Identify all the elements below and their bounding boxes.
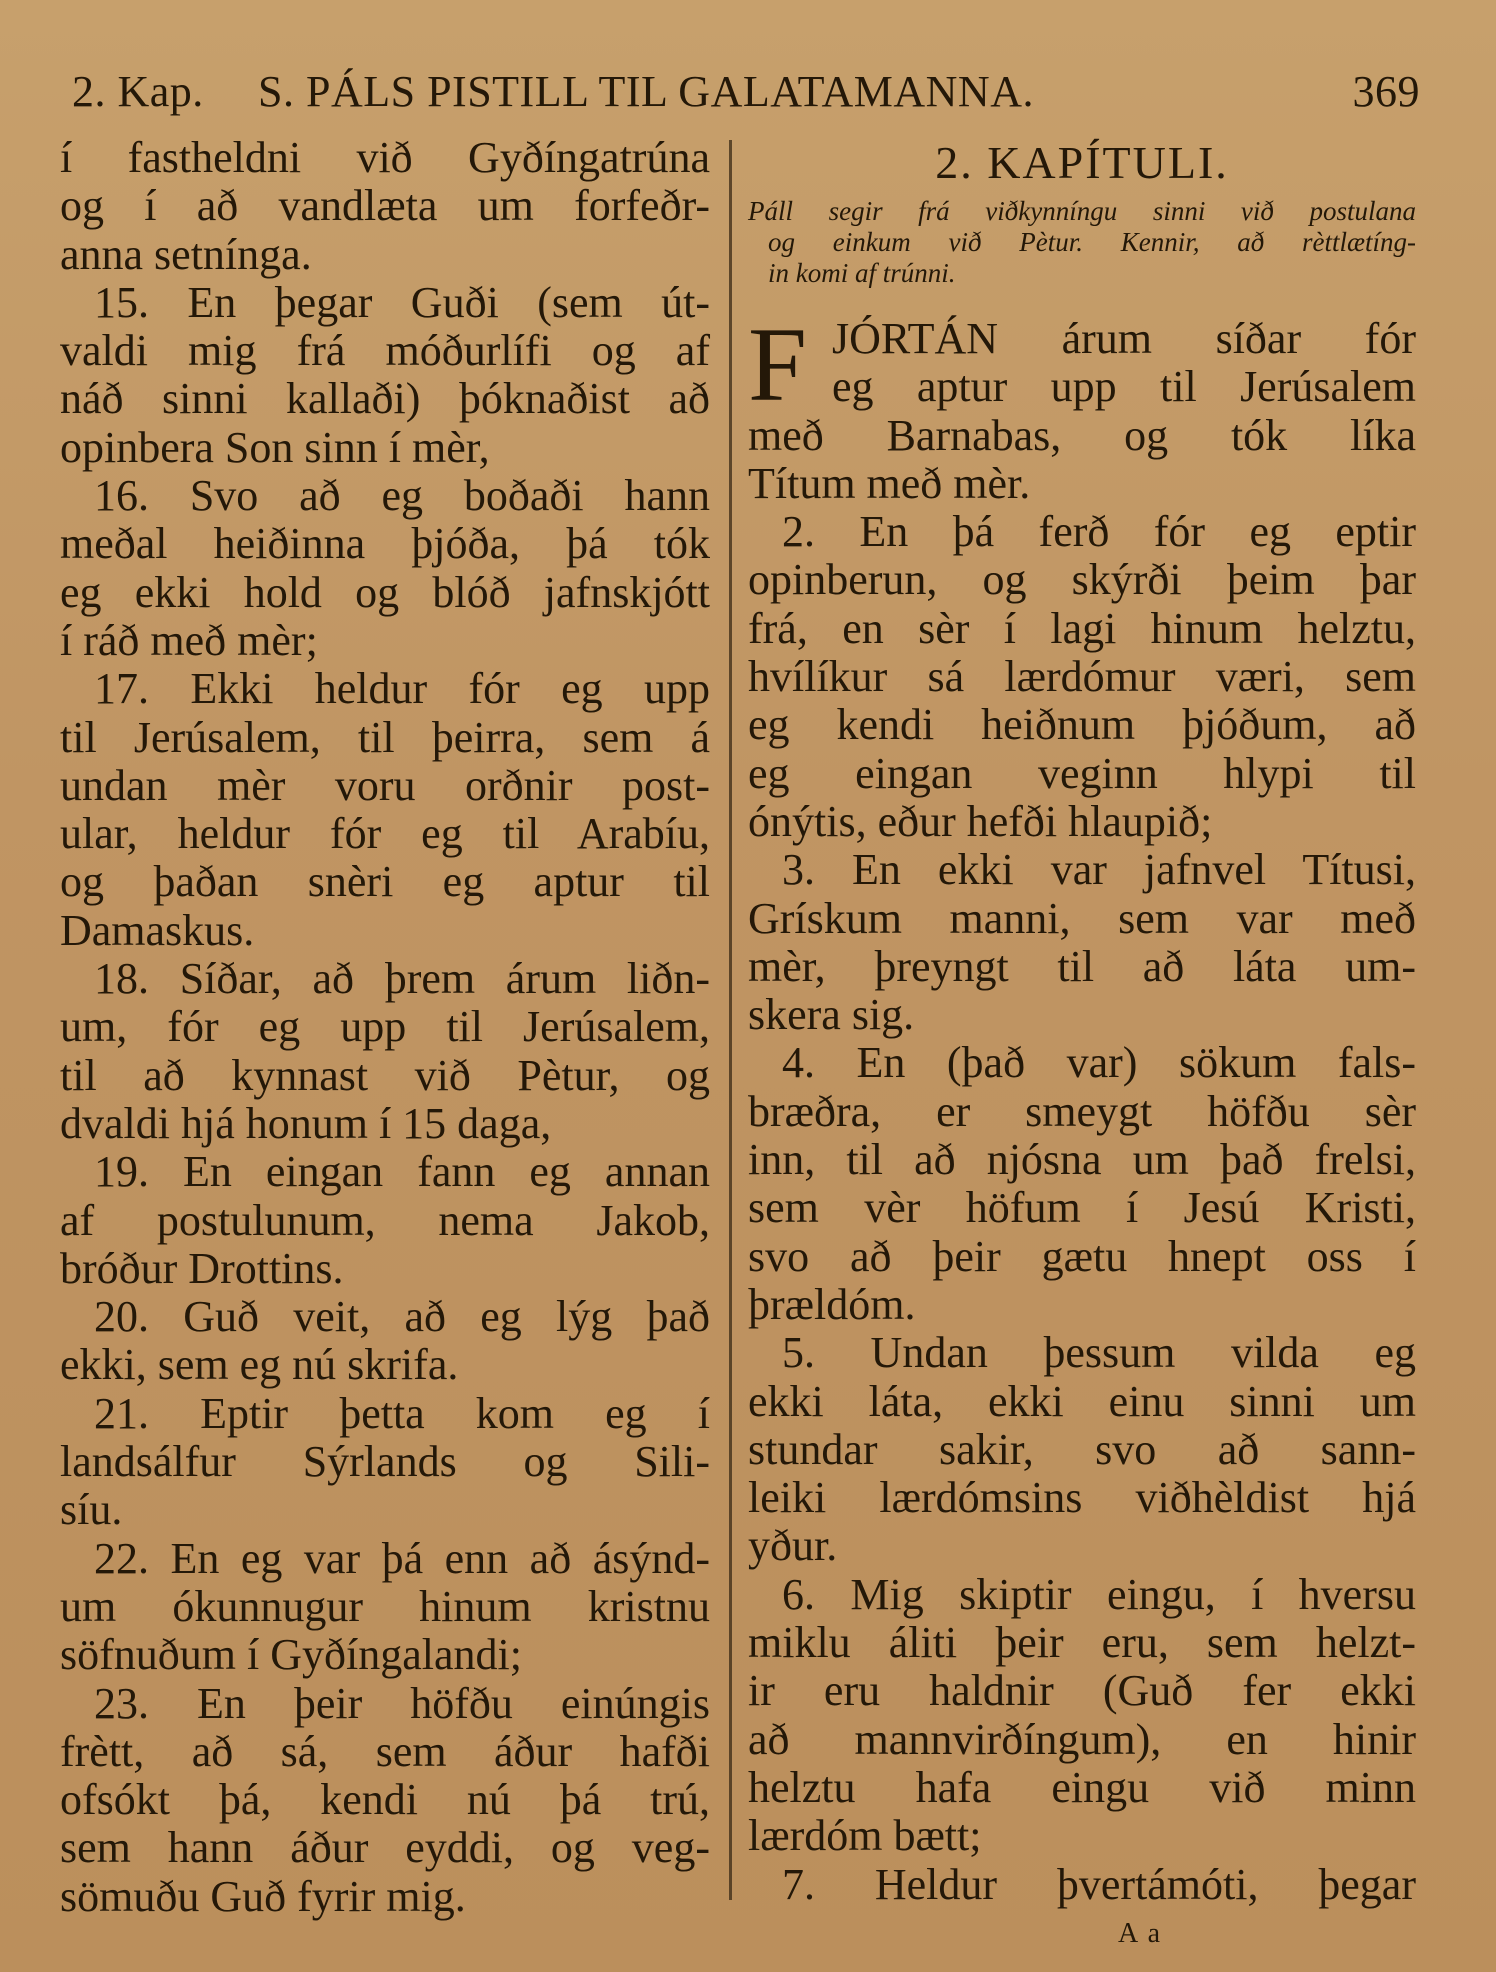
text-line: bræðra, er smeygt höfðu sèr: [748, 1086, 1416, 1136]
text-line: lærdóm bætt;: [748, 1811, 982, 1861]
text-line: náð sinni kallaði) þóknaðist að: [60, 374, 710, 424]
text-line: Títum með mèr.: [748, 458, 1031, 508]
text-line: undan mèr voru orðnir post-: [60, 760, 710, 810]
verse-16-start: 16. Svo að eg boðaði hann: [94, 471, 710, 521]
header-title: S. PÁLS PISTILL TIL GALATAMANNA.: [258, 67, 1034, 116]
text-line: stundar sakir, svo að sann-: [748, 1424, 1416, 1474]
header-chapter: 2. Kap.: [72, 67, 204, 116]
left-column: [60, 134, 710, 1921]
text-line: frètt, að sá, sem áður hafði: [60, 1726, 710, 1776]
text-line: til Jerúsalem, til þeirra, sem á: [60, 712, 710, 762]
text-line: í ráð með mèr;: [60, 615, 318, 665]
verse-15-start: 15. En þegar Guði (sem út-: [94, 277, 710, 327]
verse-22-start: 22. En eg var þá enn að ásýnd-: [94, 1533, 710, 1583]
verse-4-start: 4. En (það var) sökum fals-: [782, 1038, 1416, 1088]
text-line: af postulunum, nema Jakob,: [60, 1195, 710, 1245]
chapter-heading: 2. KAPÍTULI.: [935, 137, 1229, 188]
text-line: anna setnínga.: [60, 229, 312, 279]
verse-18-start: 18. Síðar, að þrem árum liðn-: [94, 954, 710, 1004]
verse-17-start: 17. Ekki heldur fór eg upp: [94, 664, 710, 714]
text-line: Grískum manni, sem var með: [748, 893, 1416, 943]
text-line: miklu áliti þeir eru, sem helzt-: [748, 1618, 1416, 1668]
text-line: sömuðu Guð fyrir mig.: [60, 1871, 466, 1921]
text-line: leiki lærdómsins viðhèldist hjá: [748, 1473, 1416, 1523]
verse-5-start: 5. Undan þessum vilda eg: [782, 1328, 1416, 1378]
text-line: ekki láta, ekki einu sinni um: [748, 1376, 1416, 1426]
text-line: í fastheldni við Gyðíngatrúna: [60, 133, 710, 182]
page-number: 369: [1352, 67, 1420, 116]
running-head: [72, 66, 1420, 126]
text-line: ofsókt þá, kendi nú þá trú,: [60, 1775, 710, 1825]
verse-2-start: 2. En þá ferð fór eg eptir: [782, 507, 1416, 557]
text-line: eg ekki hold og blóð jafnskjótt: [60, 567, 710, 617]
text-line: opinberun, og skýrði þeim þar: [748, 555, 1416, 605]
text-line: um, fór eg upp til Jerúsalem,: [60, 1002, 710, 1052]
summary-line: Páll segir frá viðkynníngu sinni við postulana: [748, 196, 1416, 226]
text-line: dvaldi hjá honum í 15 daga,: [60, 1098, 552, 1148]
text-line: skera sig.: [748, 990, 915, 1040]
summary-line: og einkum við Pètur. Kennir, að rèttlætíng-: [768, 227, 1416, 257]
text-line: ular, heldur fór eg til Arabíu,: [60, 809, 710, 859]
text-line: að mannvirðíngum), en hinir: [748, 1714, 1416, 1764]
verse-3-start: 3. En ekki var jafnvel Títusi,: [782, 845, 1416, 895]
text-line: helztu hafa eingu við minn: [748, 1762, 1416, 1812]
text-line: ónýtis, eður hefði hlaupið;: [748, 796, 1213, 846]
verse-6-start: 6. Mig skiptir eingu, í hversu: [782, 1569, 1416, 1619]
text-line: og þaðan snèri eg aptur til: [60, 857, 710, 907]
text-line: hvílíkur sá lærdómur væri, sem: [748, 652, 1416, 702]
text-line: sem hann áður eyddi, og veg-: [60, 1823, 710, 1873]
text-line: mèr, þreyngt til að láta um-: [748, 941, 1416, 991]
text-line: yður.: [748, 1521, 838, 1571]
text-line: opinbera Son sinn í mèr,: [60, 422, 490, 472]
verse-20-start: 20. Guð veit, að eg lýg það: [94, 1292, 710, 1342]
verse-7-start: 7. Heldur þvertámóti, þegar: [782, 1859, 1416, 1909]
text-line: frá, en sèr í lagi hinum helztu,: [748, 603, 1416, 653]
text-line: þrældóm.: [748, 1279, 916, 1329]
text-line: eg kendi heiðnum þjóðum, að: [748, 700, 1416, 750]
text-line: ir eru haldnir (Guð fer ekki: [748, 1666, 1416, 1716]
text-line: svo að þeir gætu hnept oss í: [748, 1231, 1416, 1281]
right-column: [748, 134, 1416, 1909]
column-divider: [729, 140, 732, 1900]
summary-line: in komi af trúnni.: [768, 258, 956, 288]
text-line: Damaskus.: [60, 905, 255, 955]
text-line: valdi mig frá móðurlífi og af: [60, 326, 710, 376]
text-line: meðal heiðinna þjóða, þá tók: [60, 519, 710, 569]
text-line: bróður Drottins.: [60, 1243, 344, 1293]
verse-23-start: 23. En þeir höfðu einúngis: [94, 1678, 710, 1728]
text-line: sem vèr höfum í Jesú Kristi,: [748, 1183, 1416, 1233]
text-line: eg aptur upp til Jerúsalem: [832, 362, 1416, 412]
text-line: inn, til að njósna um það frelsi,: [748, 1135, 1416, 1185]
text-line: söfnuðum í Gyðíngalandi;: [60, 1630, 522, 1680]
opening-paragraph: [748, 306, 1416, 423]
text-line: síu.: [60, 1485, 123, 1535]
text-line: landsálfur Sýrlands og Sili-: [60, 1437, 710, 1487]
text-line: JÓRTÁN árum síðar fór: [832, 314, 1416, 363]
chapter-summary: [748, 196, 1416, 289]
verse-19-start: 19. En eingan fann eg annan: [94, 1147, 710, 1197]
text-line: og í að vandlæta um forfeðr-: [60, 181, 710, 231]
text-line: ekki, sem eg nú skrifa.: [60, 1340, 459, 1390]
drop-cap: F: [748, 306, 807, 423]
text-line: um ókunnugur hinum kristnu: [60, 1581, 710, 1631]
text-line: með Barnabas, og tók líka: [748, 410, 1416, 460]
verse-21-start: 21. Eptir þetta kom eg í: [94, 1388, 710, 1438]
printer-signature: A a: [1118, 1918, 1163, 1949]
text-line: eg eingan veginn hlypi til: [748, 748, 1416, 798]
text-line: til að kynnast við Pètur, og: [60, 1050, 710, 1100]
